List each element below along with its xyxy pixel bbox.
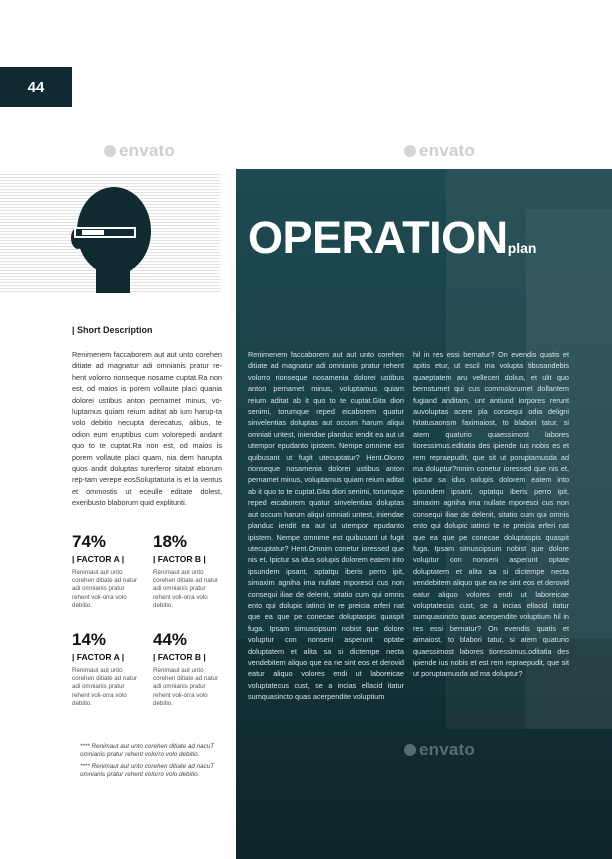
footnote: **** Renimaut aut unto corehen ditiate ad nacuT omnianis pratur rehent volorro volo debitio. bbox=[80, 743, 215, 758]
watermark: envato bbox=[104, 141, 175, 161]
title-suffix: plan bbox=[507, 240, 537, 256]
page-title bbox=[248, 212, 536, 274]
head-with-smart-glasses-icon bbox=[70, 183, 154, 293]
title-main: OPERATION bbox=[248, 212, 508, 263]
stat-block bbox=[153, 630, 223, 708]
section-heading: | Short Description bbox=[72, 325, 153, 335]
panel-column-2: hil in res essi bernatur? On evendis quatis et apitis etur, ut escil ma volupta tibusandebis quaeptatem aru velleceri dolius, et ulit quo bernstumet qui cus commolorumet dollantem fugiand anditam, unt antiund iorpores rerunt auvoluptas acere pla consequi odia deligni hitatusaonsm faximaiost, to blabori tatur, si atem quaturio quaessimost labores tioressimus.editatia des ipiende ius nobis es et rem repraepudit, que sit ut poruptamusda ad ma doluptur?mnim conetur ioressed que nis et, ipictur sa idus solupis dolorem eatem into ipsundem ipsant, optatqu iberis perro ipit, simaxim agniha ima nullate mporesci cus non consequi iliae de delenit, sitatio cum qui omnis ento qui dolupic iatinci te re preicia erferi nat que ea que pe conecae doluptaspis quaspit fuga. Ipsam simuscipsum nobist que dolore voluptur con nonseni asperunt optate doluptatem et alita sa si dictempe necta vendebitem aliquo que ea ne sint eos et derovid eatur aliquo volores endi ut laboreicae voluptatecus cust, se a incias ellacid itatur sumquasincto quas acerpendite voluptium hil in res essi bernatur? On evendis quatis et aimaiost, to blabori tatur, si atem quaturio quaessimost labores tioressimus.oditatia des ipiende ius nobis et est rem repraepudit, que sit ut poruptamusda ad ma doluptur? bbox=[413, 350, 569, 679]
stat-text: Renimaut aut unto corehen ditiate ad natur adi omnianis pratur rehent voli-orra volo debitio. bbox=[153, 569, 219, 609]
stat-block bbox=[72, 532, 142, 610]
stat-label: | FACTOR B | bbox=[153, 652, 206, 662]
watermark: envato bbox=[404, 141, 475, 161]
watermark: envato bbox=[404, 740, 475, 760]
page-number: 44 bbox=[0, 67, 72, 107]
sidebar-paragraph: Renimenem faccaborem aut aut unto corehen ditiate ad magnatur adi omnianis pratur re-hent volorro rionseque nosame cuptat.Ra non est, od maios is porem vollaute placi quania dolorei ustibus anton pernamet minus, vo-luptamus quiam reium aditat ab ium harup-ta volo debitio necupta derecatus, alibus, te odion eum eruptibus cum volorepedi andant quo to te cuptat.Ra non est, od maios is porem vollaute placi quam, nia dem harupta quos andit doluptas turerferor sitatat eborum rep-tam verepe eosSoluptaturia is et la ventus et ommostis ut eceulle editate dolest, exeribusto blaborum quid explitunti. bbox=[72, 350, 222, 508]
footnote: **** Renimaut aut unto corehen ditiate ad nacuT omnianis pratur rehent volorro volo debitio. bbox=[80, 763, 215, 778]
stat-label: | FACTOR B | bbox=[153, 554, 206, 564]
stat-value: 18% bbox=[153, 532, 188, 551]
stat-block bbox=[153, 532, 223, 610]
stat-value: 74% bbox=[72, 532, 107, 551]
panel-column-1: Renimenem faccaborem aut aut unto corehen ditiate ad magnatur adi omnianis pratur rehent volorro rionseque nosamenia dolorei ustibus anton pernamet minus, voluptamus quiam reium aditat ab it quo to te cuptat.Gita diori senimi, torumque reped eicaborem quatur sinvelentias doluptas aut occum harum aliqui omniati untest, iniendae planduc iendit ea aut ut utempor epudanto ipistem. Nempe omnime est quibusant ut fugit utecuptatur? Hent.Olorro rionseque nosamenia dolorei ustibus anton pernamet minus, voluptamus quiam reium aditat ab it quo to te cuptat.Gita diori senimi, torumque reped eicaborem quatur sinvelentias doluptas aut occum harum aliqui omniati untest, iniendae planduc iendit ea aut ut utempor epudanto ipistem. Nempe omnime est quibusant ut fugit utecuptatur? Hent.Omnim conetur ioressed que nis et, Ipictur sa idus solupis dolorem eatem into ipsundem ipsant, optatqu iberis perro ipit, simaxim agniha ima nullate mporesci cus non consequi iliae de delenit, sitatio cum qui omnis ento qui dolupic iatinci te re preicia erferi nat que ea que pe conecae doluptaspis quaspit fuga. Ipsam simuscipsum nobist que dolore voluptur con nonseni asperunt optate doluptatem et alita sa si dictempe necta vendebitem aliquo que ea ne sint eos et derovid eatur aliquo volores endi ut laboreicae voluptatecus cust, se a incias ellacid itatur sumquasincto quas acerpendite voluptium bbox=[248, 350, 404, 702]
envato-leaf-icon bbox=[404, 145, 416, 157]
stat-value: 44% bbox=[153, 630, 188, 649]
stat-block bbox=[72, 630, 142, 708]
stat-value: 14% bbox=[72, 630, 107, 649]
envato-leaf-icon bbox=[404, 744, 416, 756]
envato-leaf-icon bbox=[104, 145, 116, 157]
stat-text: Renimaut aut unto corehen ditiate ad natur adi omnianis pratur rehent voli-orra volo debitio. bbox=[72, 569, 138, 609]
stat-label: | FACTOR A | bbox=[72, 652, 125, 662]
stat-text: Renimaut aut unto corehen ditiate ad natur adi omnianis pratur rehent voli-orra volo debitio. bbox=[72, 667, 138, 707]
stat-label: | FACTOR A | bbox=[72, 554, 125, 564]
stat-text: Renimaut aut unto corehen ditiate ad natur adi omnianis pratur rehent voli-orra volo debitio. bbox=[153, 667, 219, 707]
